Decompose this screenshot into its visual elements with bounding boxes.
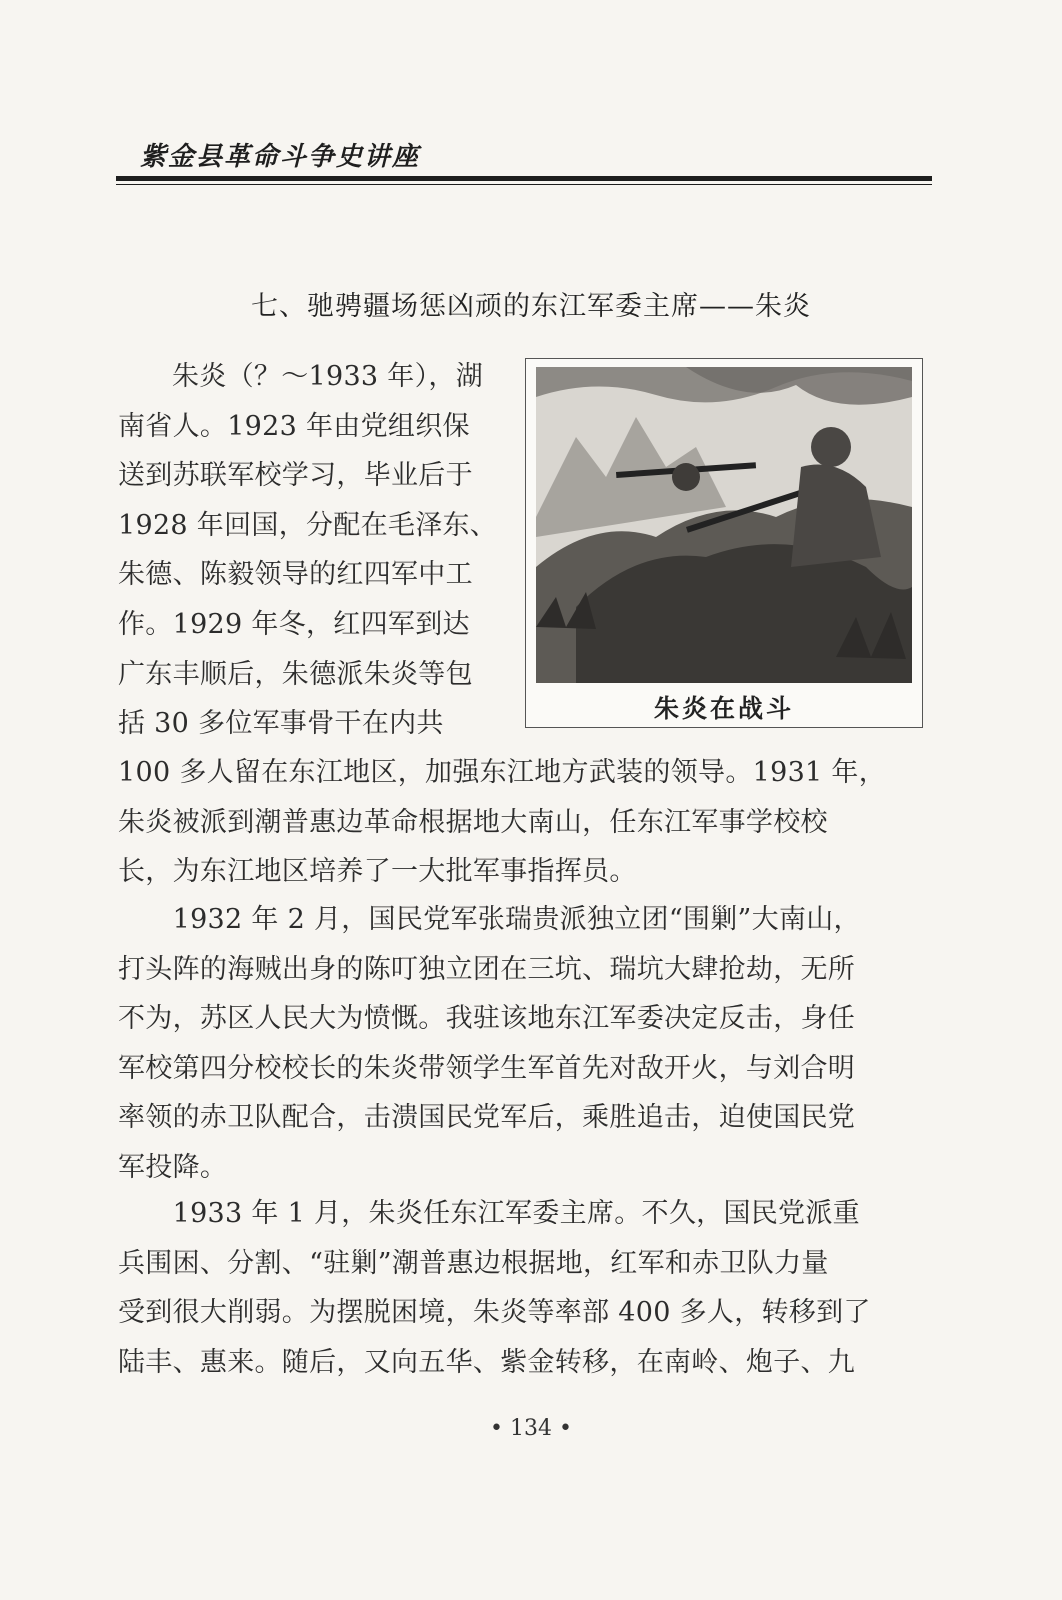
header-rule-thin	[116, 184, 932, 185]
text-line: 兵围困、分割、“驻剿”潮普惠边根据地，红军和赤卫队力量	[118, 1247, 829, 1279]
text-line: 1933 年 1 月，朱炎任东江军委主席。不久，国民党派重	[118, 1198, 860, 1229]
text-line: 100 多人留在东江地区，加强东江地方武装的领导。1931 年，	[118, 757, 887, 788]
text-line: 率领的赤卫队配合，击溃国民党军后，乘胜追击，迫使国民党	[118, 1102, 856, 1134]
text-line: 打头阵的海贼出身的陈叮独立团在三坑、瑞坑大肆抢劫，无所	[118, 953, 856, 985]
text-line: 1928 年回国，分配在毛泽东、	[118, 509, 498, 541]
text-line: 军投降。	[118, 1151, 228, 1183]
figure-caption: 朱炎在战斗	[653, 694, 794, 723]
battle-illustration	[536, 367, 912, 683]
text-line: 陆丰、惠来。随后，又向五华、紫金转移，在南岭、炮子、九	[118, 1346, 856, 1378]
paragraph-3	[118, 1189, 938, 1387]
text-line: 军校第四分校校长的朱炎带领学生军首先对敌开火，与刘合明	[118, 1052, 856, 1084]
text-line: 括 30 多位军事骨干在内共	[118, 708, 444, 740]
page-number: • 134 •	[490, 1416, 572, 1441]
text-line: 朱炎（？～1933 年），湖	[172, 361, 483, 392]
text-line: 长，为东江地区培养了一大批军事指挥员。	[118, 856, 637, 888]
running-head: 紫金县革命斗争史讲座	[140, 142, 421, 172]
text-line: 送到苏联军校学习，毕业后于	[118, 460, 473, 492]
header-rule-thick	[116, 176, 932, 181]
text-line: 南省人。1923 年由党组织保	[118, 410, 470, 442]
text-line: 朱炎被派到潮普惠边革命根据地大南山，任东江军事学校校	[118, 806, 828, 838]
text-line: 1932 年 2 月，国民党军张瑞贵派独立团“围剿”大南山，	[118, 904, 861, 935]
text-line: 作。1929 年冬，红四军到达	[118, 608, 470, 640]
figure	[525, 358, 923, 728]
paragraph-1-wrapped	[118, 352, 508, 749]
text-line: 广东丰顺后，朱德派朱炎等包	[118, 658, 473, 690]
text-line: 朱德、陈毅领导的红四军中工	[118, 559, 473, 591]
paragraph-2	[118, 895, 938, 1193]
text-line: 不为，苏区人民大为愤慨。我驻该地东江军委决定反击，身任	[118, 1003, 856, 1035]
section-title: 七、驰骋疆场惩凶顽的东江军委主席——朱炎	[251, 291, 811, 322]
paragraph-1-full	[118, 748, 938, 897]
text-line: 受到很大削弱。为摆脱困境，朱炎等率部 400 多人，转移到了	[118, 1297, 871, 1329]
